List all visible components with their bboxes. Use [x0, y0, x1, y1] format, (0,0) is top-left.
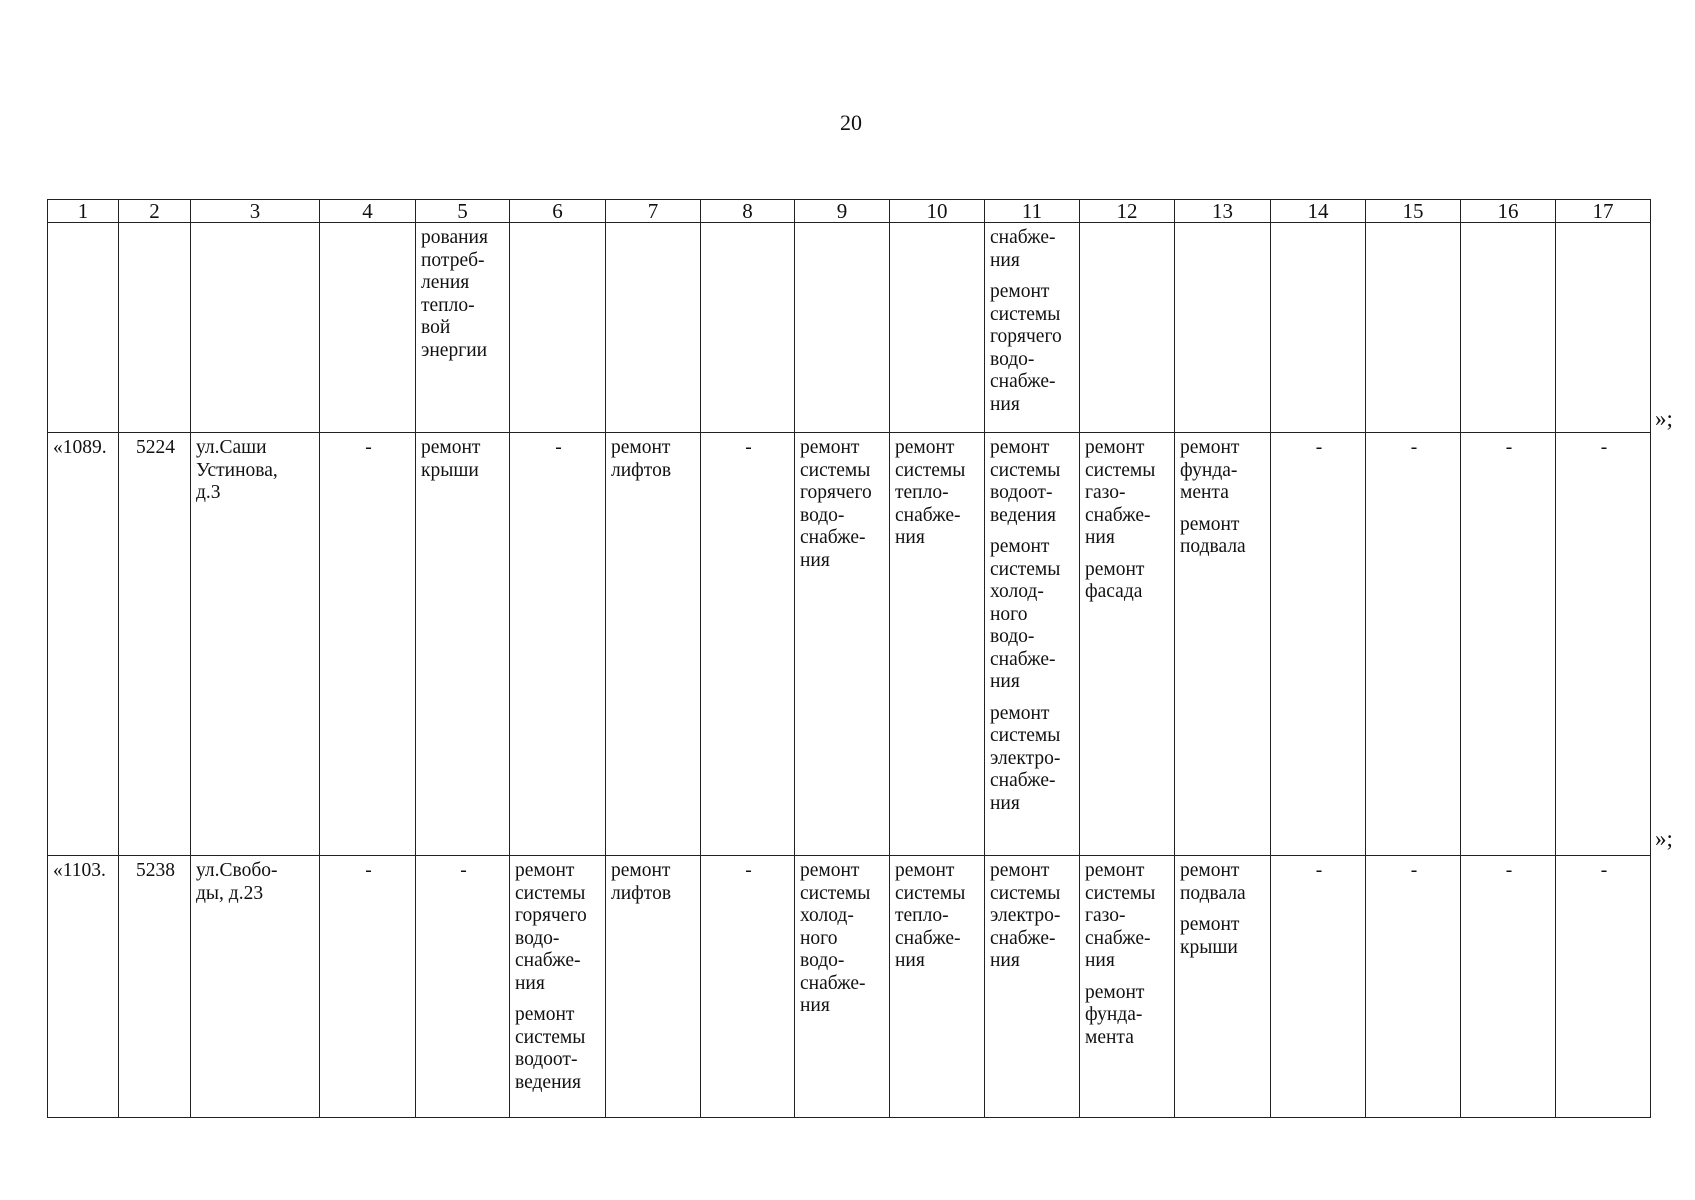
cell-text-line: подвала: [1180, 536, 1246, 557]
cell-paragraph: [515, 860, 602, 995]
cell-text-line: мента: [1180, 482, 1229, 503]
cell-text-line: лифтов: [611, 459, 672, 481]
cell-text-line: ния: [895, 527, 925, 548]
cell-paragraph: [124, 437, 187, 460]
table-cell: [1461, 433, 1556, 856]
table-cell: [1366, 856, 1461, 1118]
cell-paragraph: [1371, 860, 1457, 883]
table-cell: [795, 433, 890, 856]
table-cell: [701, 223, 795, 433]
cell-paragraph: [800, 437, 886, 572]
cell-paragraph: [421, 860, 506, 883]
cell-text-line: водо-: [990, 348, 1035, 370]
cell-text-line: ния: [895, 950, 925, 971]
cell-paragraph: [1085, 559, 1171, 604]
cell-text-line: ремонт: [611, 860, 671, 881]
cell-text-line: водоот-: [515, 1049, 578, 1070]
cell-text-line: снабже-: [800, 972, 866, 994]
column-number: 2: [119, 200, 191, 223]
cell-paragraph: [196, 437, 316, 505]
column-number: 10: [890, 200, 985, 223]
cell-text-line: тепло-: [421, 294, 475, 316]
cell-text-line: системы: [800, 459, 871, 481]
table-cell: [985, 223, 1080, 433]
cell-paragraph: [895, 437, 981, 550]
cell-text-line: ния: [990, 393, 1020, 415]
table-cell: [1080, 223, 1175, 433]
table-cell: [1271, 223, 1366, 433]
cell-text-line: снабже-: [990, 927, 1056, 949]
table-row: [48, 223, 1651, 433]
cell-text-line: д.3: [196, 482, 221, 503]
cell-text-line: газо-: [1085, 482, 1126, 503]
table-cell: [1556, 223, 1651, 433]
table-cell: [320, 223, 416, 433]
cell-paragraph: [706, 860, 791, 883]
cell-text-line: -: [1410, 860, 1418, 881]
table-cell: [1461, 856, 1556, 1118]
table-body: [48, 223, 1651, 1118]
cell-paragraph: [1466, 860, 1552, 883]
table-cell: [1271, 433, 1366, 856]
table-cell: [985, 856, 1080, 1118]
cell-paragraph: [421, 227, 506, 362]
column-number: 5: [416, 200, 510, 223]
cell-text-line: ведения: [515, 1071, 581, 1093]
cell-text-line: 5224: [136, 437, 175, 458]
cell-text-line: -: [1505, 860, 1513, 881]
cell-paragraph: [990, 536, 1076, 694]
cell-text-line: «1103.: [53, 860, 106, 881]
cell-text-line: ного: [990, 603, 1028, 625]
cell-text-line: ремонт: [1180, 914, 1240, 935]
cell-paragraph: [990, 227, 1076, 272]
table-cell: [510, 223, 606, 433]
table-cell: [416, 856, 510, 1118]
table-cell: [119, 856, 191, 1118]
cell-paragraph: [1180, 514, 1267, 559]
cell-paragraph: [1085, 982, 1171, 1050]
cell-text-line: системы: [990, 303, 1061, 325]
cell-paragraph: [990, 703, 1076, 816]
header-row: [48, 200, 1651, 223]
cell-text-line: ния: [990, 671, 1020, 692]
cell-text-line: ул.Свобо-: [196, 860, 278, 881]
table-cell: [890, 433, 985, 856]
page-number: 20: [840, 110, 862, 135]
cell-text-line: ния: [515, 972, 545, 994]
cell-paragraph: [1085, 860, 1171, 973]
row-end-mark: »;: [1655, 406, 1673, 431]
cell-text-line: системы: [990, 459, 1061, 481]
cell-text-line: крыши: [421, 459, 479, 481]
cell-text-line: снабже-: [990, 770, 1056, 791]
column-number: 1: [48, 200, 119, 223]
column-number: 4: [320, 200, 416, 223]
column-number: 7: [606, 200, 701, 223]
cell-text-line: потреб-: [421, 249, 485, 271]
cell-text-line: -: [1315, 860, 1323, 881]
cell-text-line: снабже-: [990, 648, 1056, 670]
cell-text-line: ремонт: [1085, 981, 1145, 1003]
table-cell: [701, 856, 795, 1118]
cell-text-line: системы: [990, 725, 1061, 746]
cell-paragraph: [1466, 437, 1552, 460]
cell-text-line: лифтов: [611, 882, 672, 904]
table-cell: [1175, 433, 1271, 856]
cell-text-line: горячего: [990, 326, 1062, 347]
table-cell: [1366, 223, 1461, 433]
cell-text-line: ния: [990, 950, 1020, 971]
table-cell: [1080, 433, 1175, 856]
cell-text-line: рования: [421, 227, 488, 248]
cell-text-line: ремонт: [1180, 860, 1240, 881]
cell-text-line: системы: [1085, 459, 1156, 481]
cell-paragraph: [990, 437, 1076, 527]
cell-text-line: ремонт: [611, 437, 671, 458]
cell-text-line: снабже-: [800, 527, 866, 548]
column-number: 16: [1461, 200, 1556, 223]
column-number: 11: [985, 200, 1080, 223]
cell-text-line: мента: [1085, 1026, 1134, 1048]
cell-text-line: -: [745, 860, 752, 881]
cell-paragraph: [515, 1004, 602, 1094]
table-cell: [416, 223, 510, 433]
table-cell: [191, 223, 320, 433]
cell-paragraph: [611, 437, 697, 482]
cell-text-line: ведения: [990, 504, 1056, 526]
table-cell: [606, 856, 701, 1118]
cell-paragraph: [196, 860, 316, 905]
cell-text-line: ремонт: [895, 437, 955, 458]
cell-text-line: ремонт: [990, 536, 1050, 557]
table-cell: [191, 433, 320, 856]
cell-text-line: ремонт: [990, 860, 1050, 881]
cell-text-line: снабже-: [895, 504, 961, 526]
table-cell: [119, 223, 191, 433]
cell-text-line: ремонт: [421, 437, 481, 458]
cell-text-line: снабже-: [1085, 927, 1151, 949]
cell-text-line: водо-: [990, 626, 1035, 647]
cell-text-line: ремонт: [800, 860, 860, 881]
table-cell: [416, 433, 510, 856]
cell-text-line: ремонт: [990, 437, 1050, 458]
column-number: 13: [1175, 200, 1271, 223]
column-number: 15: [1366, 200, 1461, 223]
cell-text-line: электро-: [990, 905, 1061, 926]
table-cell: [1461, 223, 1556, 433]
cell-text-line: -: [365, 860, 372, 881]
cell-paragraph: [611, 860, 697, 905]
cell-paragraph: [1180, 914, 1267, 959]
cell-paragraph: [1561, 860, 1647, 883]
column-number: 12: [1080, 200, 1175, 223]
cell-text-line: энергии: [421, 339, 488, 361]
cell-text-line: -: [1600, 860, 1608, 881]
table-row: [48, 433, 1651, 856]
table-cell: [1175, 856, 1271, 1118]
cell-paragraph: [124, 860, 187, 883]
table-cell: [1366, 433, 1461, 856]
cell-text-line: ремонт: [515, 860, 575, 881]
cell-text-line: ремонт: [1180, 437, 1240, 458]
cell-text-line: -: [460, 860, 467, 881]
cell-text-line: фунда-: [1180, 459, 1238, 481]
table-cell: [701, 433, 795, 856]
cell-text-line: ремонт: [1085, 558, 1145, 580]
cell-text-line: -: [365, 437, 372, 458]
cell-text-line: -: [745, 437, 752, 458]
table-cell: [1556, 856, 1651, 1118]
cell-text-line: снабже-: [515, 950, 581, 971]
cell-text-line: -: [1505, 437, 1513, 458]
cell-text-line: Устинова,: [196, 459, 278, 481]
cell-paragraph: [1180, 437, 1267, 505]
cell-text-line: фунда-: [1085, 1004, 1143, 1025]
cell-text-line: вой: [421, 317, 451, 338]
table-cell: [606, 223, 701, 433]
cell-text-line: ремонт: [800, 437, 860, 458]
table-cell: [890, 856, 985, 1118]
table-cell: [890, 223, 985, 433]
cell-text-line: холод-: [990, 581, 1044, 602]
cell-text-line: ния: [800, 549, 830, 571]
table-cell: [795, 856, 890, 1118]
cell-paragraph: [421, 437, 506, 482]
cell-text-line: ремонт: [1085, 860, 1145, 881]
table-cell: [48, 433, 119, 856]
cell-text-line: ремонт: [1180, 513, 1240, 535]
table-cell: [1556, 433, 1651, 856]
cell-paragraph: [1085, 437, 1171, 550]
cell-text-line: ремонт: [990, 281, 1050, 302]
cell-text-line: -: [555, 437, 562, 458]
cell-text-line: системы: [895, 882, 966, 904]
table-cell: [795, 223, 890, 433]
cell-text-line: ного: [800, 927, 838, 949]
cell-text-line: ния: [1085, 950, 1115, 971]
cell-text-line: тепло-: [895, 905, 949, 926]
cell-text-line: системы: [895, 459, 966, 481]
cell-text-line: ул.Саши: [196, 437, 267, 458]
cell-text-line: холод-: [800, 905, 854, 926]
table-cell: [320, 856, 416, 1118]
cell-text-line: системы: [515, 1026, 586, 1048]
cell-text-line: системы: [800, 882, 871, 904]
cell-text-line: снабже-: [1085, 504, 1151, 526]
column-number: 3: [191, 200, 320, 223]
cell-text-line: тепло-: [895, 482, 949, 503]
cell-text-line: газо-: [1085, 905, 1126, 926]
cell-text-line: «1089.: [53, 437, 107, 458]
column-number: 17: [1556, 200, 1651, 223]
cell-paragraph: [1561, 437, 1647, 460]
cell-text-line: -: [1410, 437, 1418, 458]
repair-schedule-table: [47, 199, 1651, 1118]
table-cell: [191, 856, 320, 1118]
table-cell: [1271, 856, 1366, 1118]
cell-text-line: электро-: [990, 747, 1061, 769]
column-number: 8: [701, 200, 795, 223]
cell-text-line: системы: [990, 558, 1061, 580]
cell-text-line: водо-: [800, 950, 845, 971]
cell-paragraph: [1180, 860, 1267, 905]
cell-text-line: ния: [990, 249, 1020, 271]
cell-text-line: ремонт: [990, 702, 1050, 724]
cell-text-line: 5238: [136, 860, 175, 881]
cell-text-line: системы: [1085, 882, 1156, 904]
cell-text-line: горячего: [800, 482, 872, 503]
cell-text-line: ния: [800, 995, 830, 1016]
cell-text-line: ремонт: [895, 860, 955, 881]
cell-text-line: подвала: [1180, 882, 1246, 904]
cell-text-line: фасада: [1085, 581, 1143, 602]
cell-paragraph: [515, 437, 602, 460]
cell-text-line: снабже-: [990, 371, 1056, 392]
cell-text-line: системы: [990, 882, 1061, 904]
cell-text-line: ремонт: [1085, 437, 1145, 458]
cell-text-line: горячего: [515, 905, 587, 926]
cell-paragraph: [325, 437, 412, 460]
cell-paragraph: [990, 281, 1076, 416]
cell-text-line: водо-: [800, 504, 845, 526]
cell-paragraph: [1371, 437, 1457, 460]
cell-paragraph: [895, 860, 981, 973]
row-end-mark: »;: [1655, 826, 1673, 851]
cell-paragraph: [325, 860, 412, 883]
cell-text-line: водоот-: [990, 482, 1053, 503]
table-cell: [606, 433, 701, 856]
cell-paragraph: [1276, 437, 1362, 460]
cell-text-line: -: [1315, 437, 1323, 458]
cell-text-line: снабже-: [990, 227, 1056, 248]
cell-text-line: ния: [990, 792, 1020, 814]
table-cell: [48, 223, 119, 433]
table-cell: [510, 856, 606, 1118]
cell-text-line: системы: [515, 882, 586, 904]
table-cell: [119, 433, 191, 856]
table-cell: [48, 856, 119, 1118]
column-number: 9: [795, 200, 890, 223]
cell-text-line: ды, д.23: [196, 882, 264, 904]
table-cell: [320, 433, 416, 856]
cell-paragraph: [53, 860, 115, 883]
cell-text-line: -: [1600, 437, 1608, 458]
cell-text-line: водо-: [515, 927, 560, 949]
table-cell: [510, 433, 606, 856]
cell-paragraph: [800, 860, 886, 1018]
table-cell: [1175, 223, 1271, 433]
table-cell: [1080, 856, 1175, 1118]
cell-text-line: снабже-: [895, 927, 961, 949]
column-number: 6: [510, 200, 606, 223]
cell-text-line: ремонт: [515, 1004, 575, 1025]
cell-paragraph: [990, 860, 1076, 973]
table-row: [48, 856, 1651, 1118]
cell-text-line: ния: [1085, 527, 1115, 548]
cell-text-line: ления: [421, 272, 470, 293]
cell-paragraph: [706, 437, 791, 460]
table-cell: [985, 433, 1080, 856]
cell-paragraph: [53, 437, 115, 460]
cell-text-line: крыши: [1180, 936, 1238, 958]
cell-paragraph: [1276, 860, 1362, 883]
column-number: 14: [1271, 200, 1366, 223]
